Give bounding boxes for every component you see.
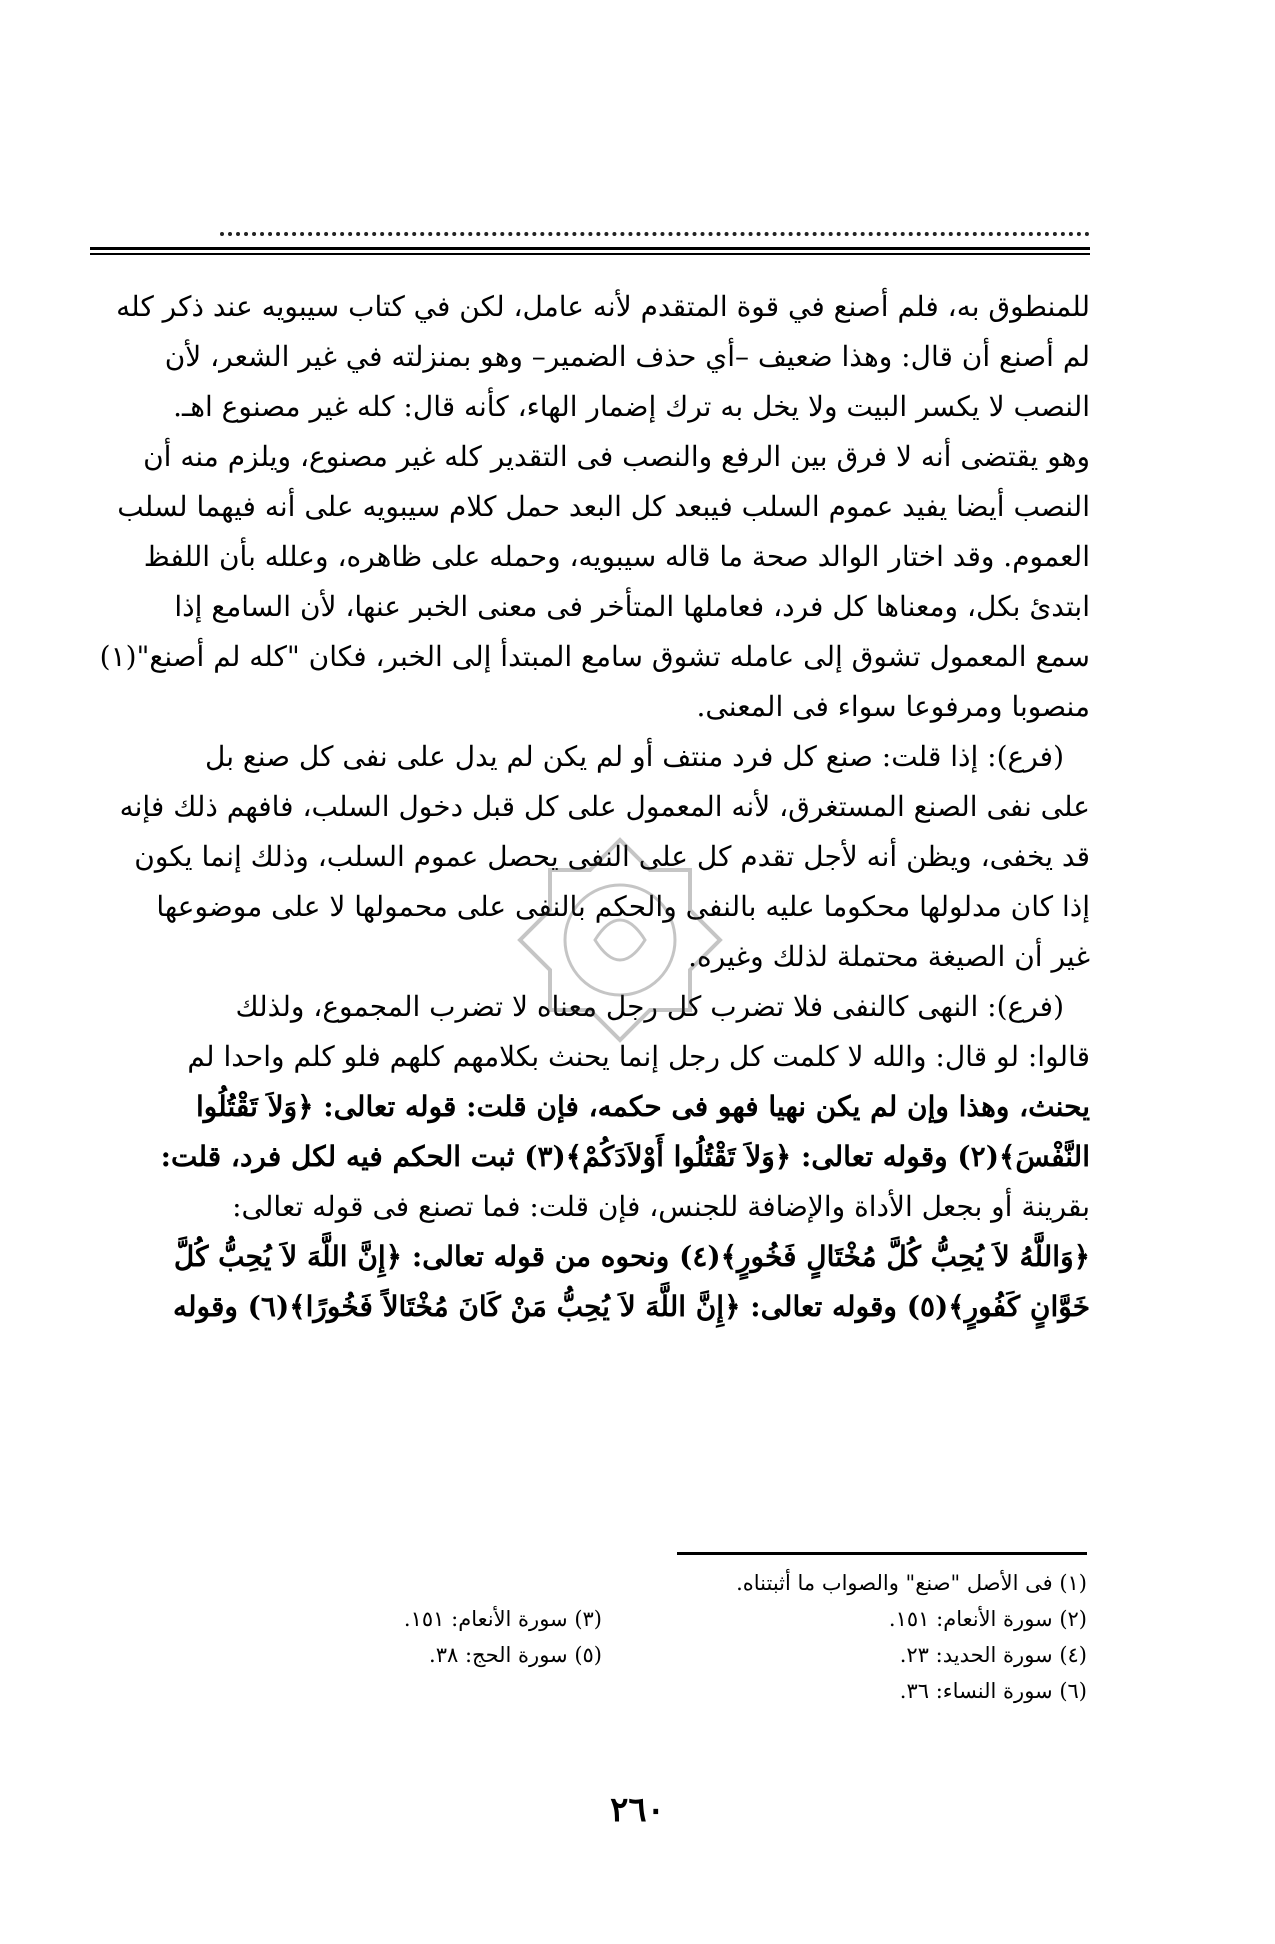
footnote-1: (١) فى الأصل "صنع" والصواب ما أثبتناه.: [736, 1571, 1087, 1595]
text-line: إذا كان مدلولها محكوما عليه بالنفى والحكم بالنفى على محمولها لا على موضوعها: [156, 890, 1090, 923]
text-line: (فرع): النهى كالنفى فلا تضرب كل رجل معناه لا تضرب المجموع، ولذلك: [235, 990, 1064, 1023]
text-line: بقرينة أو بجعل الأداة والإضافة للجنس، فإن قلت: فما تصنع فى قوله تعالى:: [232, 1190, 1090, 1223]
footnote-5: (٥) سورة الحج: ٣٨.: [429, 1643, 602, 1667]
main-text: [90, 282, 1090, 1332]
text-line: لم أصنع أن قال: وهذا ضعيف –أي حذف الضمير– وهو بمنزلته في غير الشعر، لأن: [164, 340, 1090, 373]
text-line: على نفى الصنع المستغرق، لأنه المعمول على كل قبل دخول السلب، فافهم ذلك فإنه: [119, 790, 1090, 823]
page-number: ٢٦٠: [610, 1790, 665, 1830]
footnote-2: (٢) سورة الأنعام: ١٥١.: [888, 1607, 1087, 1631]
text-line: (فرع): إذا قلت: صنع كل فرد منتف أو لم يكن لم يدل على نفى كل صنع بل: [205, 740, 1064, 773]
text-line: ﴿وَاللَّهُ لاَ يُحِبُّ كُلَّ مُخْتَالٍ فَخُورٍ﴾(٤) ونحوه من قوله تعالى: ﴿إِنَّ اللَّهَ لاَ يُحِبُّ كُلَّ: [173, 1240, 1090, 1273]
footnote-4: (٤) سورة الحديد: ٢٣.: [899, 1643, 1087, 1667]
text-line: منصوبا ومرفوعا سواء فى المعنى.: [696, 690, 1090, 723]
text-line: غير أن الصيغة محتملة لذلك وغيره.: [688, 940, 1090, 973]
footnote-3: (٣) سورة الأنعام: ١٥١.: [403, 1607, 602, 1631]
text-line: وهو يقتضى أنه لا فرق بين الرفع والنصب فى التقدير كله غير مصنوع، ويلزم منه أن: [143, 440, 1090, 473]
text-line: خَوَّانٍ كَفُورٍ﴾(٥) وقوله تعالى: ﴿إِنَّ اللَّهَ لاَ يُحِبُّ مَنْ كَانَ مُخْتَالاً فَخُورًا﴾(٦) وقوله: [172, 1290, 1090, 1323]
footnote-6: (٦) سورة النساء: ٣٦.: [899, 1679, 1087, 1703]
text-line: النَّفْسَ﴾(٢) وقوله تعالى: ﴿وَلاَ تَقْتُلُوا أَوْلاَدَكُمْ﴾(٣) ثبت الحكم فيه لكل فرد، قلت:: [160, 1140, 1090, 1173]
text-line: قد يخفى، ويظن أنه لأجل تقدم كل على النفى يحصل عموم السلب، وذلك إنما يكون: [134, 840, 1090, 873]
dotted-rule: [220, 232, 1090, 242]
text-line: سمع المعمول تشوق إلى عامله تشوق سامع المبتدأ إلى الخبر، فكان "كله لم أصنع"(١): [99, 640, 1090, 673]
text-line: النصب أيضا يفيد عموم السلب فيبعد كل البعد حمل كلام سيبويه على أنه فيهما لسلب: [117, 490, 1090, 523]
text-line: ابتدئ بكل، ومعناها كل فرد، فعاملها المتأخر فى معنى الخبر عنها، لأن السامع إذا: [174, 590, 1090, 623]
footnote-rule: [677, 1552, 1087, 1555]
text-line: النصب لا يكسر البيت ولا يخل به ترك إضمار الهاء، كأنه قال: كله غير مصنوع اهـ.: [173, 390, 1090, 423]
text-line: للمنطوق به، فلم أصنع في قوة المتقدم لأنه عامل، لكن في كتاب سيبويه عند ذكر كله: [116, 290, 1090, 323]
double-rule-bottom: [90, 253, 1090, 255]
text-line: قالوا: لو قال: والله لا كلمت كل رجل إنما يحنث بكلامهم كلهم فلو كلم واحدا لم: [187, 1040, 1090, 1073]
double-rule-top: [90, 247, 1090, 250]
header-rule: [90, 232, 1090, 255]
text-line: يحنث، وهذا وإن لم يكن نهيا فهو فى حكمه، فإن قلت: قوله تعالى: ﴿وَلاَ تَقْتُلُوا: [195, 1090, 1090, 1123]
text-line: العموم. وقد اختار الوالد صحة ما قاله سيبويه، وحمله على ظاهره، وعلله بأن اللفظ: [143, 540, 1090, 573]
